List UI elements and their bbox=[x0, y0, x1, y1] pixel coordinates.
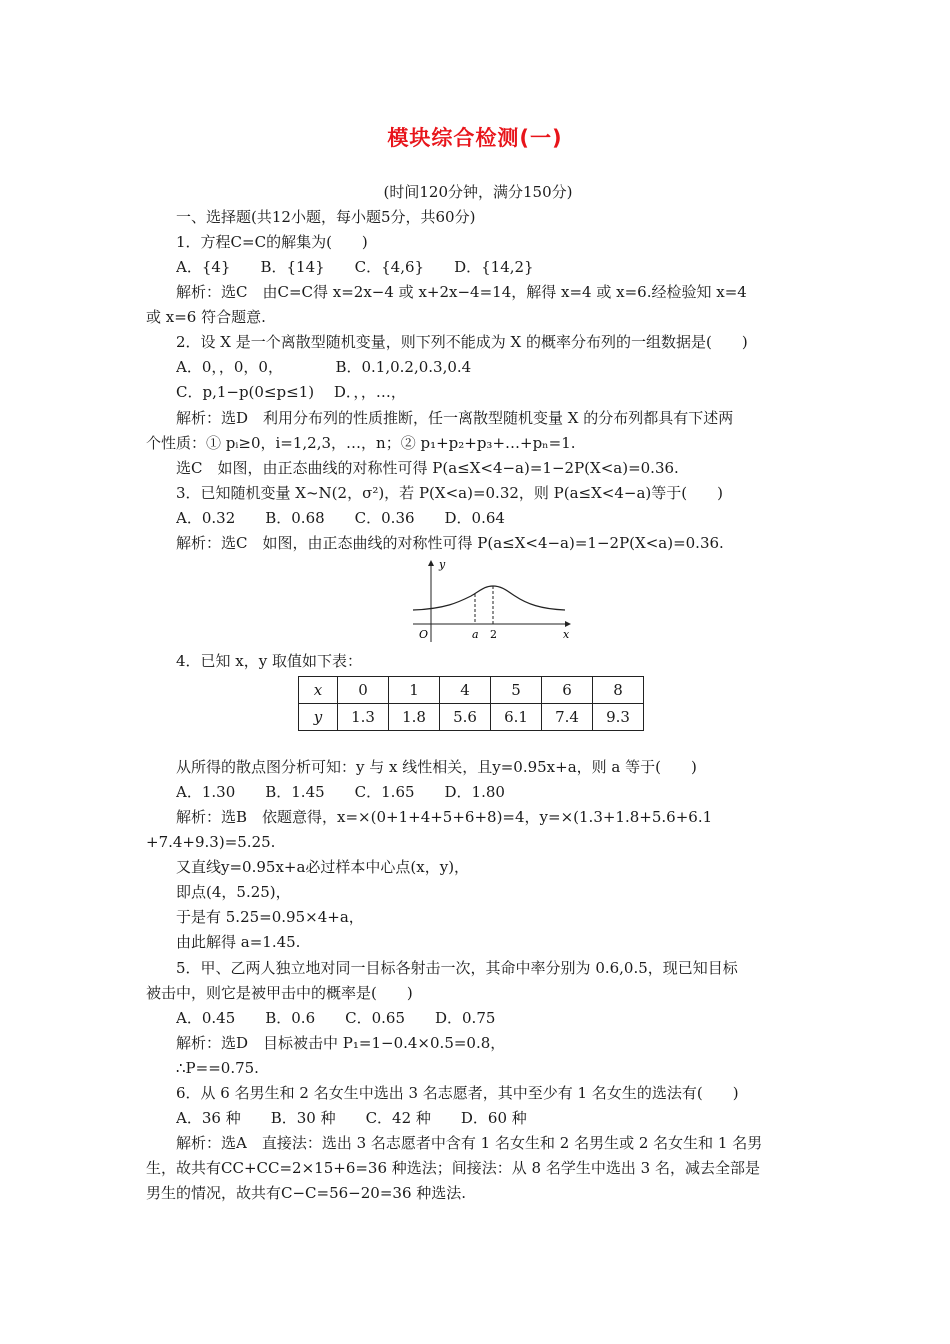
x-axis-arrow bbox=[565, 621, 571, 627]
question-3: 3．已知随机变量 X~N(2，σ²)，若 P(X<a)=0.32，则 P(a≤X<4−a)等于( ) bbox=[176, 484, 723, 502]
table-cell: 1.3 bbox=[338, 704, 389, 731]
table-row-y bbox=[299, 704, 644, 731]
question-6-solution-cont: 生，故共有CC+CC=2×15+6=36 种选法；间接法：从 8 名学生中选出 3 名，减去全部是 bbox=[146, 1159, 760, 1177]
exam-info: (时间120分钟，满分150分) bbox=[383, 183, 573, 201]
y-axis-arrow bbox=[428, 560, 434, 566]
normal-curve bbox=[413, 586, 565, 610]
question-5: 5．甲、乙两人独立地对同一目标各射击一次，其命中率分别为 0.6,0.5，现已知目标 bbox=[176, 959, 738, 977]
table-cell: 7.4 bbox=[542, 704, 593, 731]
question-1-solution-cont: 或 x=6 符合题意. bbox=[146, 308, 266, 326]
table-cell: 4 bbox=[440, 677, 491, 704]
question-5-solution-cont: ∴P==0.75. bbox=[176, 1059, 259, 1077]
question-3-options: A．0.32 B．0.68 C．0.36 D．0.64 bbox=[176, 509, 505, 527]
data-table bbox=[298, 676, 644, 731]
question-5-cont: 被击中，则它是被甲击中的概率是( ) bbox=[146, 984, 413, 1002]
table-cell: y bbox=[299, 704, 338, 731]
table-cell: 6 bbox=[542, 677, 593, 704]
table-cell: 0 bbox=[338, 677, 389, 704]
question-6-options: A．36 种 B．30 种 C．42 种 D．60 种 bbox=[176, 1109, 527, 1127]
page-title: 模块综合检测(一) bbox=[387, 126, 563, 150]
question-4-solution: 解析：选B 依题意得，x=×(0+1+4+5+6+8)=4，y=×(1.3+1.8+5.6+6.1 bbox=[176, 808, 713, 826]
question-4-solution-line: 于是有 5.25=0.95×4+a， bbox=[176, 908, 364, 926]
question-1-solution: 解析：选C 由C=C得 x=2x−4 或 x+2x−4=14，解得 x=4 或 x=6.经检验知 x=4 bbox=[176, 283, 747, 301]
question-5-options: A．0.45 B．0.6 C．0.65 D．0.75 bbox=[176, 1009, 496, 1027]
question-6-solution-cont: 男生的情况，故共有C−C=56−20=36 种选法. bbox=[146, 1184, 467, 1202]
table-cell: 5 bbox=[491, 677, 542, 704]
question-4-solution-cont: +7.4+9.3)=5.25. bbox=[146, 833, 276, 851]
question-4-solution-line: 又直线y=0.95x+a必过样本中心点(x，y)， bbox=[176, 858, 470, 876]
section-heading: 一、选择题(共12小题，每小题5分，共60分) bbox=[176, 208, 476, 226]
question-2-options-ab: A．0，，0，0， B．0.1,0.2,0.3,0.4 bbox=[176, 358, 472, 376]
question-4-options: A．1.30 B．1.45 C．1.65 D．1.80 bbox=[176, 783, 505, 801]
table-cell: 9.3 bbox=[593, 704, 644, 731]
table-cell: 1 bbox=[389, 677, 440, 704]
question-6-solution: 解析：选A 直接法：选出 3 名志愿者中含有 1 名女生和 2 名男生或 2 名女生和 1 名男 bbox=[176, 1134, 763, 1152]
question-5-solution: 解析：选D 目标被击中 P₁=1−0.4×0.5=0.8， bbox=[176, 1034, 506, 1052]
question-1-options: A．{4} B．{14} C．{4,6} D．{14,2} bbox=[176, 258, 534, 276]
table-cell: 6.1 bbox=[491, 704, 542, 731]
stray-solution-line: 选C 如图，由正态曲线的对称性可得 P(a≤X<4−a)=1−2P(X<a)=0.36. bbox=[176, 459, 679, 477]
question-2-solution: 解析：选D 利用分布列的性质推断，任一离散型随机变量 X 的分布列都具有下述两 bbox=[176, 409, 734, 427]
question-2: 2．设 X 是一个离散型随机变量，则下列不能成为 X 的概率分布列的一组数据是( ) bbox=[176, 333, 748, 351]
table-cell: 5.6 bbox=[440, 704, 491, 731]
a-tick-label: a bbox=[472, 628, 479, 641]
question-4: 4．已知 x，y 取值如下表： bbox=[176, 652, 363, 670]
y-axis-label: y bbox=[439, 558, 446, 571]
normal-curve-figure bbox=[405, 558, 577, 644]
table-row-x bbox=[299, 677, 644, 704]
table-cell: 1.8 bbox=[389, 704, 440, 731]
question-1: 1．方程C=C的解集为( ) bbox=[176, 233, 368, 251]
question-2-solution-cont: 个性质：① pᵢ≥0，i=1,2,3，…，n；② p₁+p₂+p₃+…+pₙ=1. bbox=[146, 434, 576, 452]
table-cell: x bbox=[299, 677, 338, 704]
question-4-stem: 从所得的散点图分析可知：y 与 x 线性相关，且y=0.95x+a，则 a 等于( ) bbox=[176, 758, 697, 776]
table-cell: 8 bbox=[593, 677, 644, 704]
question-2-options-cd: C．p,1−p(0≤p≤1) D．，，…， bbox=[176, 383, 406, 401]
question-6: 6．从 6 名男生和 2 名女生中选出 3 名志愿者，其中至少有 1 名女生的选法有( ) bbox=[176, 1084, 739, 1102]
question-4-solution-line: 由此解得 a=1.45. bbox=[176, 933, 301, 951]
question-3-solution: 解析：选C 如图，由正态曲线的对称性可得 P(a≤X<4−a)=1−2P(X<a)=0.36. bbox=[176, 534, 724, 552]
two-tick-label: 2 bbox=[490, 628, 497, 641]
question-4-solution-line: 即点(4，5.25)， bbox=[176, 883, 291, 901]
origin-label: O bbox=[419, 628, 429, 641]
x-axis-label: x bbox=[563, 628, 570, 641]
